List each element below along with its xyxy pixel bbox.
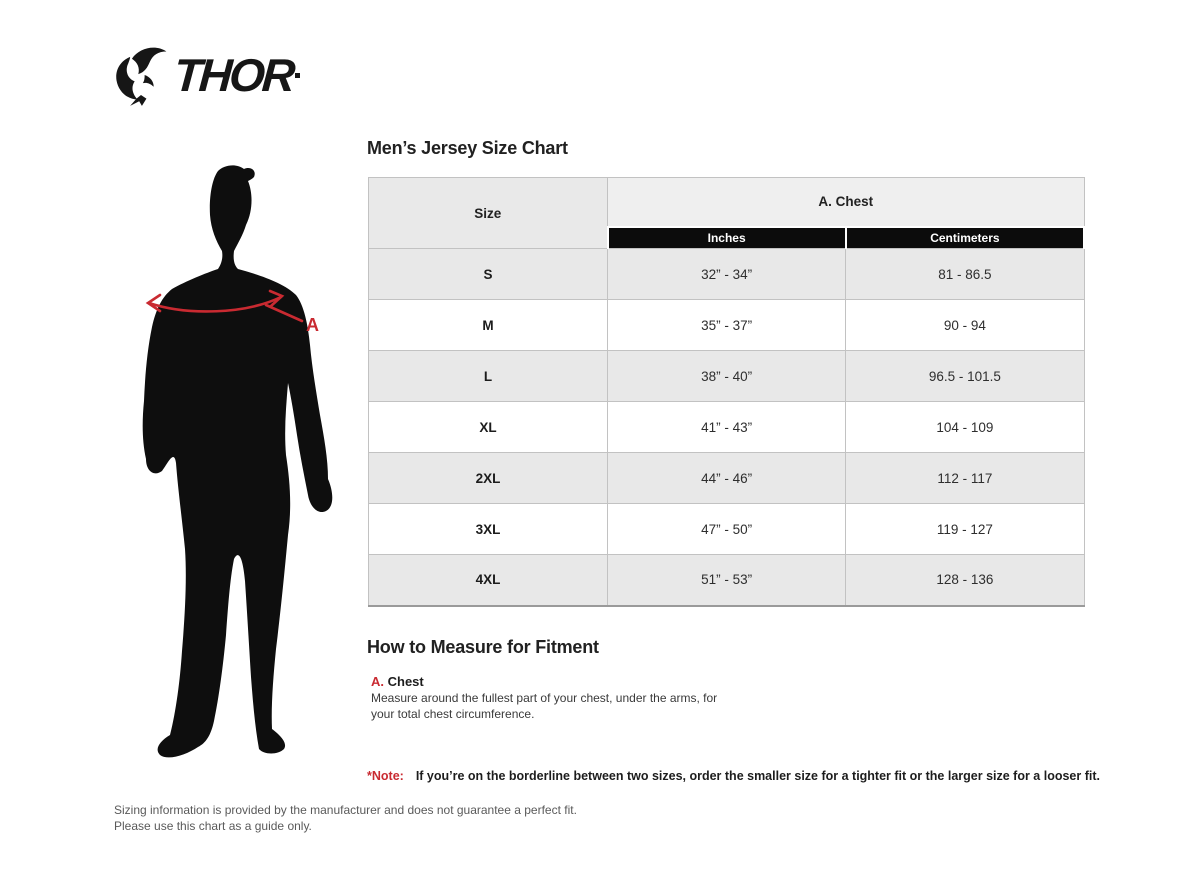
thor-logo-wordmark: THOR: [172, 49, 295, 101]
centimeters-cell: 90 - 94: [846, 300, 1084, 351]
note-label: *Note:: [367, 769, 404, 783]
inches-cell: 41” - 43”: [608, 402, 846, 453]
disclaimer: [114, 802, 577, 834]
column-header-chest: A. Chest: [608, 178, 1085, 227]
size-cell: 3XL: [369, 504, 608, 555]
inches-cell: 44” - 46”: [608, 453, 846, 504]
chest-measurement-label: A: [306, 315, 319, 335]
column-header-inches: Inches: [608, 227, 846, 249]
centimeters-cell: 112 - 117: [846, 453, 1084, 504]
centimeters-cell: 104 - 109: [846, 402, 1084, 453]
size-cell: 2XL: [369, 453, 608, 504]
thor-logo-trademark-dot: [295, 73, 300, 78]
table-header-row: [369, 178, 1085, 227]
size-cell: S: [369, 249, 608, 300]
table-row: [369, 504, 1085, 555]
disclaimer-line-1: Sizing information is provided by the manufacturer and does not guarantee a perfect fit.: [114, 803, 577, 817]
size-cell: L: [369, 351, 608, 402]
sizing-note: [367, 769, 1100, 783]
size-chart-title: Men’s Jersey Size Chart: [367, 138, 568, 158]
table-row: [369, 351, 1085, 402]
size-cell: M: [369, 300, 608, 351]
inches-cell: 47” - 50”: [608, 504, 846, 555]
measure-item-letter: A.: [371, 674, 384, 689]
thor-bull-head-icon: [112, 44, 170, 106]
measure-item-description: Measure around the fullest part of your chest, under the arms, for your total chest circumference.: [371, 691, 718, 721]
centimeters-cell: 96.5 - 101.5: [846, 351, 1084, 402]
measurement-figure: [118, 163, 353, 768]
note-text: If you’re on the borderline between two sizes, order the smaller size for a tighter fit or the larger size for a looser fit.: [415, 769, 1100, 783]
inches-cell: 51” - 53”: [608, 555, 846, 606]
centimeters-cell: 81 - 86.5: [846, 249, 1084, 300]
table-row: [369, 555, 1085, 606]
size-cell: 4XL: [369, 555, 608, 606]
table-row: [369, 453, 1085, 504]
size-chart-table: [368, 177, 1085, 607]
inches-cell: 38” - 40”: [608, 351, 846, 402]
column-header-centimeters: Centimeters: [846, 227, 1084, 249]
disclaimer-line-2: Please use this chart as a guide only.: [114, 819, 312, 834]
centimeters-cell: 128 - 136: [846, 555, 1084, 606]
thor-logo: [112, 44, 300, 106]
male-silhouette: [118, 163, 353, 768]
inches-cell: 35” - 37”: [608, 300, 846, 351]
size-cell: XL: [369, 402, 608, 453]
table-row: [369, 249, 1085, 300]
inches-cell: 32” - 34”: [608, 249, 846, 300]
table-row: [369, 402, 1085, 453]
centimeters-cell: 119 - 127: [846, 504, 1084, 555]
column-header-size: Size: [369, 178, 608, 249]
measure-item-name: Chest: [387, 674, 424, 689]
table-row: [369, 300, 1085, 351]
measure-item-heading: [371, 674, 424, 689]
measure-section-title: How to Measure for Fitment: [367, 637, 599, 657]
